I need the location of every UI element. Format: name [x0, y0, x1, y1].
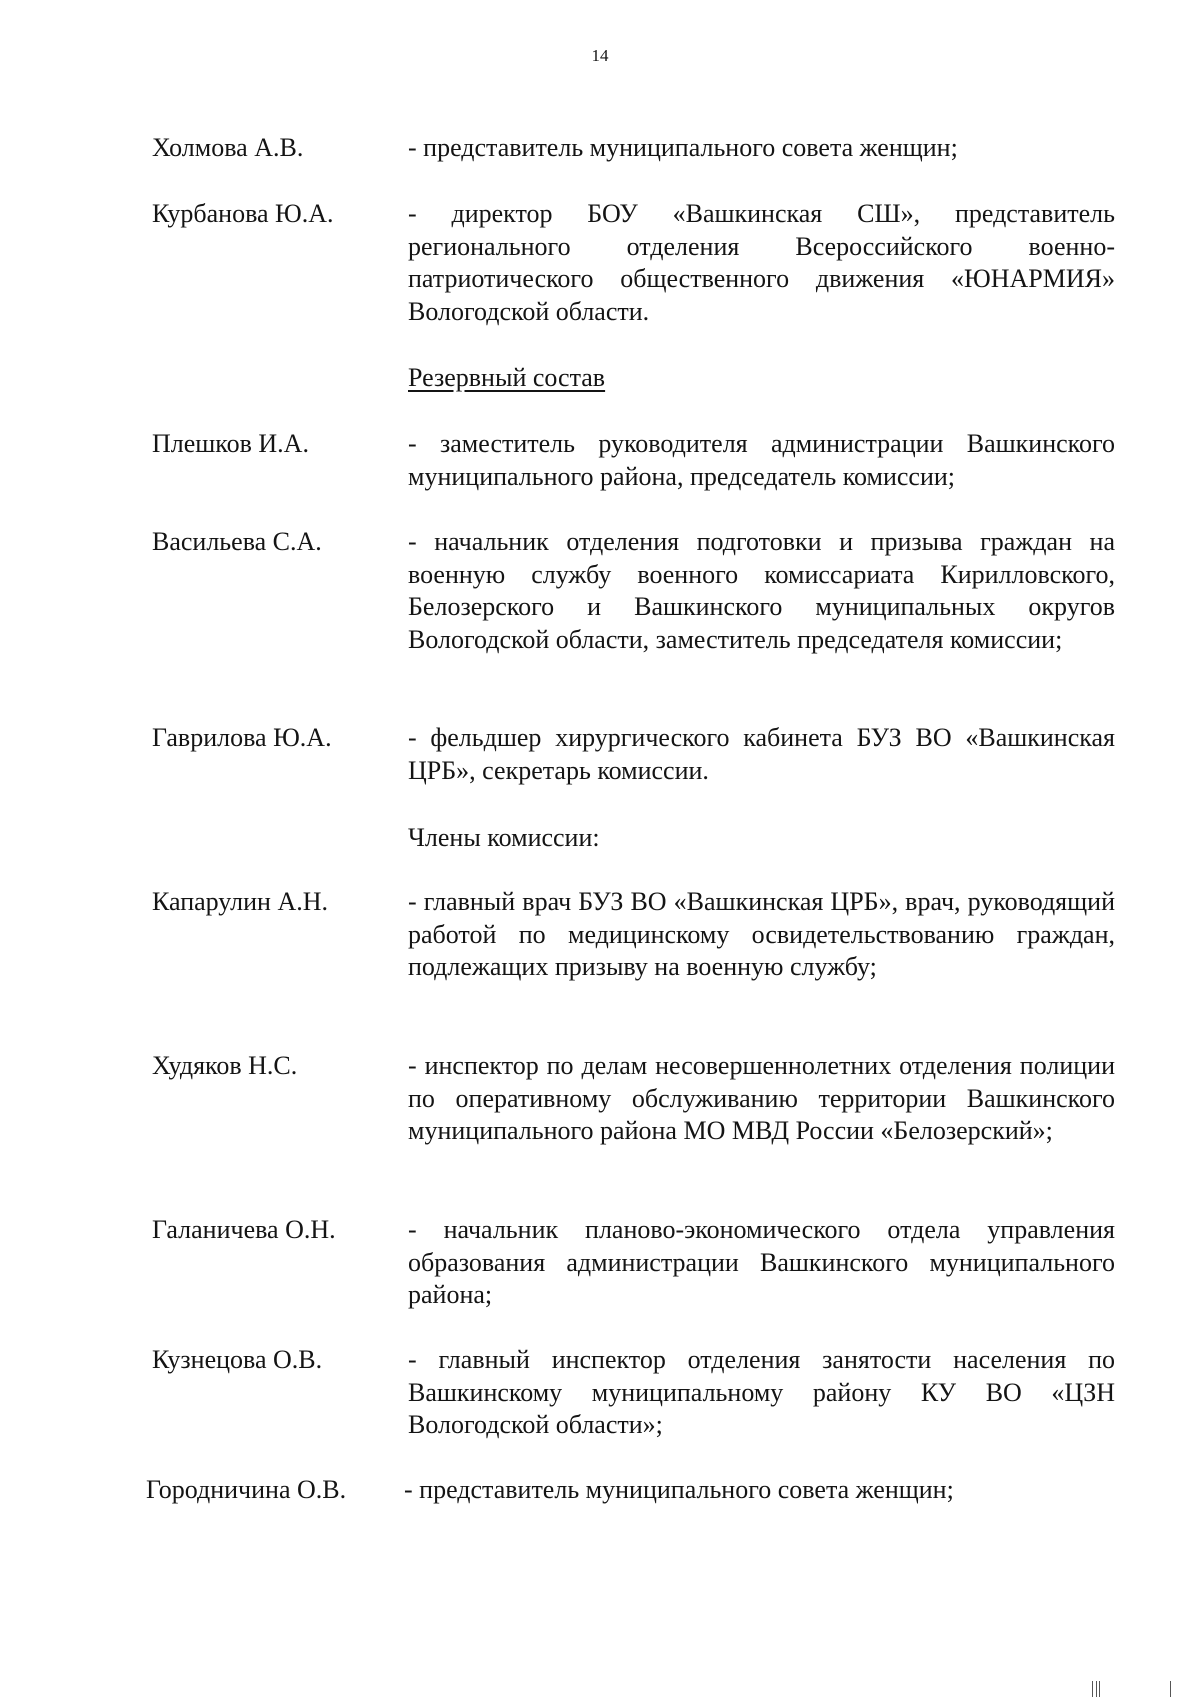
member-name: Гаврилова Ю.А. — [152, 723, 332, 752]
member-name: Васильева С.А. — [152, 527, 322, 556]
member-role: - инспектор по делам несовершеннолетних отделения полиции по оперативному обслуживанию территории Вашкинского муниципального района МО МВД России «Белозерский»; — [408, 1051, 1115, 1145]
member-name: Курбанова Ю.А. — [152, 199, 334, 228]
member-role: - представитель муниципального совета женщин; — [408, 133, 958, 162]
scan-artifact — [1170, 1681, 1171, 1697]
member-name: Холмова А.В. — [152, 133, 304, 162]
section-heading-members: Члены комиссии: — [408, 823, 600, 852]
member-role: - фельдшер хирургического кабинета БУЗ ВО «Вашкинская ЦРБ», секретарь комиссии. — [408, 723, 1115, 785]
member-name: Худяков Н.С. — [152, 1051, 298, 1080]
member-role: - главный врач БУЗ ВО «Вашкинская ЦРБ», врач, руководящий работой по медицинскому освидетельствованию граждан, подлежащих призыву на военную службу; — [408, 887, 1115, 981]
member-name: Плешков И.А. — [152, 429, 309, 458]
member-role: - заместитель руководителя администрации Вашкинского муниципального района, председатель комиссии; — [408, 429, 1115, 491]
member-role: - начальник планово-экономического отдела управления образования администрации Вашкинского муниципального района; — [408, 1215, 1115, 1309]
section-heading-reserve — [408, 362, 605, 394]
member-role: - представитель муниципального совета женщин; — [404, 1475, 954, 1504]
member-role: - директор БОУ «Вашкинская СШ», представитель регионального отделения Всероссийского военно-патриотического общественного движения «ЮНАРМИЯ» Вологодской области. — [408, 199, 1115, 326]
member-role: - главный инспектор отделения занятости населения по Вашкинскому муниципальному району КУ ВО «ЦЗН Вологодской области»; — [408, 1345, 1115, 1439]
member-name: Галаничева О.Н. — [152, 1215, 336, 1244]
member-name: Городничина О.В. — [146, 1475, 347, 1504]
scan-artifact — [1092, 1681, 1093, 1697]
member-name: Капарулин А.Н. — [152, 887, 329, 916]
scan-artifact — [1096, 1681, 1097, 1697]
member-name: Кузнецова О.В. — [152, 1345, 323, 1374]
member-role: - начальник отделения подготовки и призыва граждан на военную службу военного комиссариата Кирилловского, Белозерского и Вашкинского муниципальных округов Вологодской области, заместитель председателя комиссии; — [408, 527, 1115, 654]
scan-artifact — [1099, 1681, 1100, 1697]
section-heading-text: Резервный состав — [408, 363, 606, 392]
page-number: 14 — [591, 46, 609, 65]
